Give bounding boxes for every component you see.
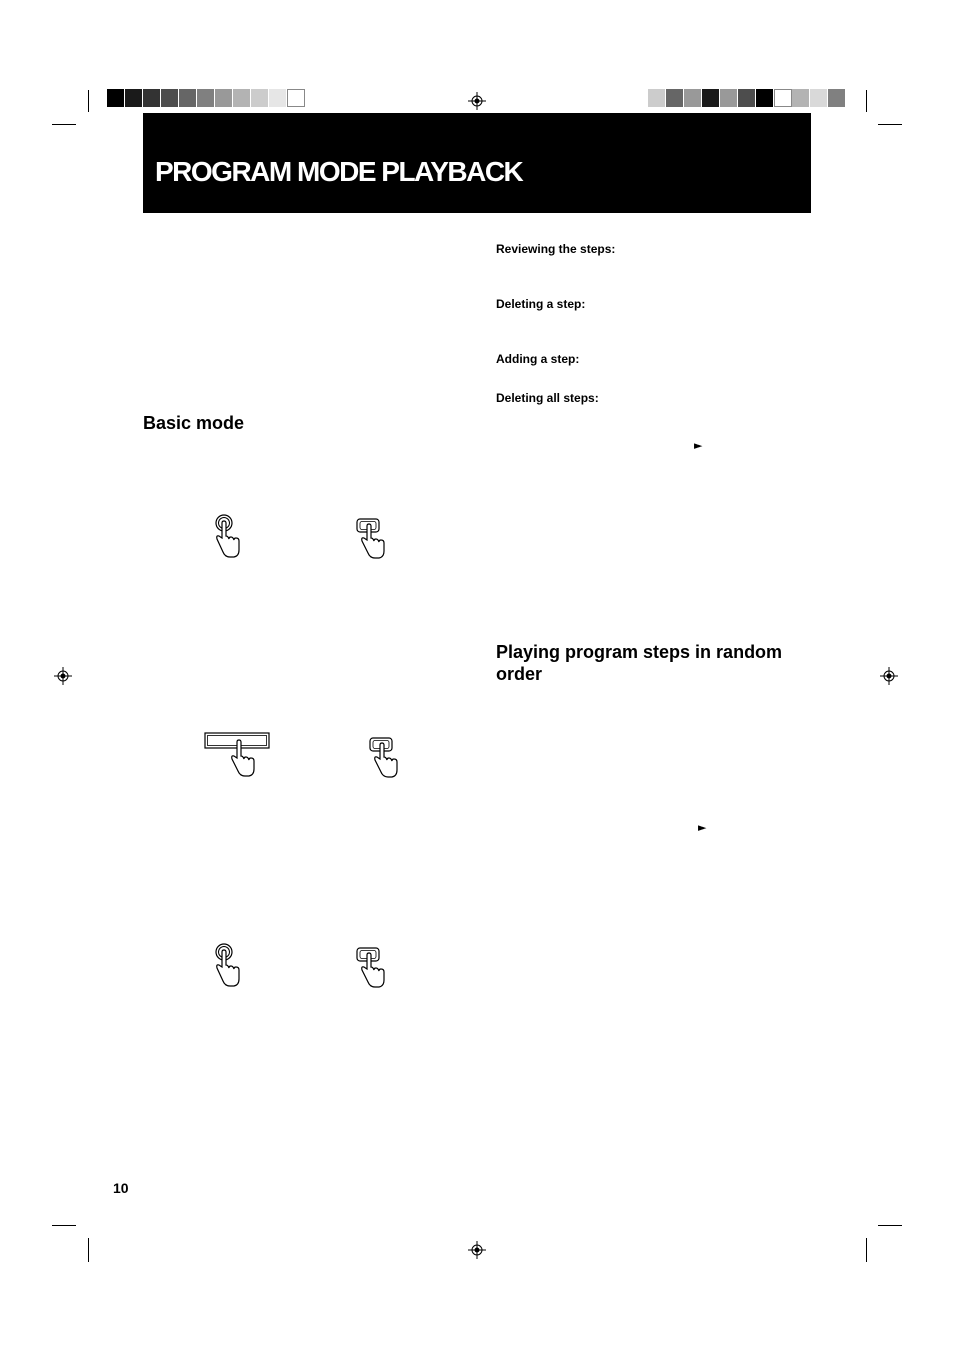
basic-mode-heading: Basic mode <box>143 413 245 433</box>
gray-swatch <box>179 89 197 107</box>
crop-mark <box>52 1225 76 1226</box>
hand-press-long-button-icon <box>204 732 272 778</box>
crop-mark <box>878 124 902 125</box>
gray-swatch <box>648 89 666 107</box>
crop-mark <box>52 124 76 125</box>
hand-press-round-button-icon <box>212 514 244 560</box>
gray-scale-bar-left <box>107 89 305 107</box>
deleting-all-steps-label: Deleting all steps: <box>496 391 599 405</box>
gray-swatch <box>720 89 738 107</box>
random-order-heading: Playing program steps in random order <box>496 642 783 684</box>
registration-mark-icon <box>54 667 72 685</box>
registration-mark-icon <box>468 92 486 110</box>
gray-scale-bar-right <box>648 89 846 107</box>
page-title: PROGRAM MODE PLAYBACK <box>155 156 523 187</box>
gray-swatch <box>269 89 287 107</box>
gray-swatch <box>666 89 684 107</box>
gray-swatch <box>810 89 828 107</box>
adding-step-label: Adding a step: <box>496 352 580 366</box>
crop-mark <box>88 90 89 112</box>
gray-swatch <box>107 89 125 107</box>
crop-mark <box>878 1225 902 1226</box>
gray-swatch <box>197 89 215 107</box>
play-arrow-icon: ► <box>698 821 707 834</box>
hand-press-square-button-icon <box>355 518 389 560</box>
gray-swatch <box>756 89 774 107</box>
crop-mark <box>88 1238 89 1262</box>
play-arrow-icon: ► <box>694 439 703 452</box>
gray-swatch <box>702 89 720 107</box>
gray-swatch <box>684 89 702 107</box>
gray-swatch <box>215 89 233 107</box>
gray-swatch <box>287 89 305 107</box>
hand-press-square-button-icon <box>355 947 389 989</box>
page-number: 10 <box>113 1180 129 1196</box>
deleting-step-label: Deleting a step: <box>496 297 586 311</box>
registration-mark-icon <box>880 667 898 685</box>
hand-press-square-button-icon <box>368 737 402 779</box>
gray-swatch <box>125 89 143 107</box>
gray-swatch <box>233 89 251 107</box>
gray-swatch <box>792 89 810 107</box>
registration-mark-icon <box>468 1241 486 1259</box>
title-band <box>143 113 811 213</box>
gray-swatch <box>774 89 792 107</box>
gray-swatch <box>828 89 846 107</box>
crop-mark <box>866 90 867 112</box>
reviewing-steps-label: Reviewing the steps: <box>496 242 616 256</box>
crop-mark <box>866 1238 867 1262</box>
gray-swatch <box>251 89 269 107</box>
gray-swatch <box>161 89 179 107</box>
gray-swatch <box>738 89 756 107</box>
hand-press-round-button-icon <box>212 943 244 989</box>
gray-swatch <box>143 89 161 107</box>
